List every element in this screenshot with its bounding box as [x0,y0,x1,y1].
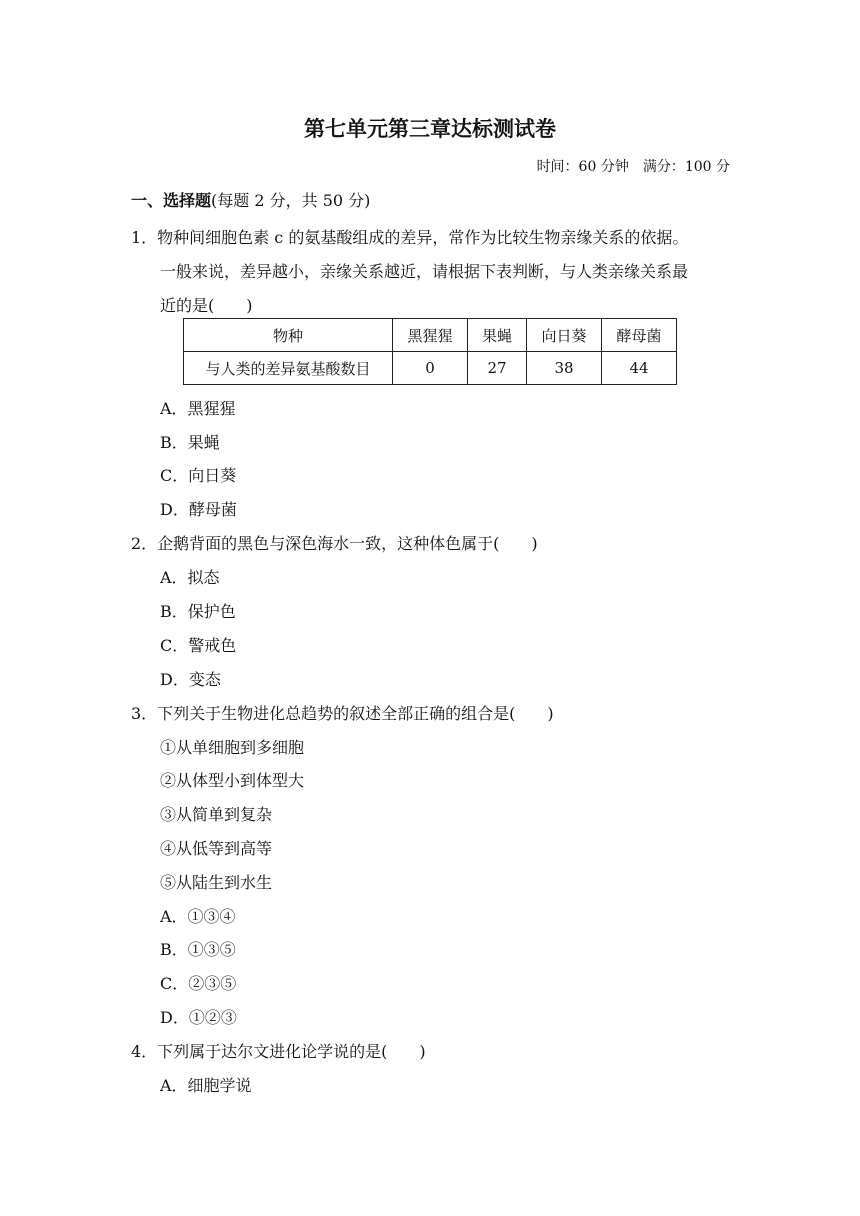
q1-stem-line-2: 一般来说，差异越小，亲缘关系越近，请根据下表判断，与人类亲缘关系最 [160,262,689,281]
section-note: (每题 2 分，共 50 分) [211,191,371,210]
table-cell: 酵母菌 [602,319,677,352]
section-title: 一、选择题 [131,191,212,210]
exam-meta [537,156,730,176]
q2-stem: 2．企鹅背面的黑色与深色海水一致，这种体色属于( ) [131,534,538,553]
q3-item-5: ⑤从陆生到水生 [160,873,273,892]
table-row [184,352,677,385]
table-cell: 与人类的差异氨基酸数目 [184,352,393,385]
table-cell: 0 [393,352,468,385]
q3-item-3: ③从简单到复杂 [160,805,273,824]
q2-option-b: B．保护色 [160,602,236,621]
full-score: 满分：100 分 [642,159,730,175]
q3-option-c: C．②③⑤ [160,974,237,993]
table-cell: 黑猩猩 [393,319,468,352]
q4-stem: 4．下列属于达尔文进化论学说的是( ) [131,1042,426,1061]
q2-option-d: D．变态 [160,670,221,689]
q1-option-d: D．酵母菌 [160,500,237,519]
q3-option-d: D．①②③ [160,1008,237,1027]
q1-option-a: A．黑猩猩 [160,399,236,418]
table-cell: 物种 [184,319,393,352]
q3-stem: 3．下列关于生物进化总趋势的叙述全部正确的组合是( ) [131,704,554,723]
q3-option-b: B．①③⑤ [160,940,236,959]
table-cell: 果蝇 [468,319,527,352]
table-cell: 38 [527,352,602,385]
table-cell: 44 [602,352,677,385]
table-cell: 27 [468,352,527,385]
q1-stem-line-1: 1．物种间细胞色素 c 的氨基酸组成的差异，常作为比较生物亲缘关系的依据。 [131,228,689,247]
q1-option-b: B．果蝇 [160,433,220,452]
page-title: 第七单元第三章达标测试卷 [304,117,556,141]
table-row [184,319,677,352]
q3-option-a: A．①③④ [160,907,236,926]
table-cell: 向日葵 [527,319,602,352]
q1-data-table [183,318,677,385]
q1-option-c: C．向日葵 [160,466,237,485]
q2-option-a: A．拟态 [160,568,220,587]
q1-stem-line-3: 近的是( ) [160,296,253,315]
time-limit: 时间：60 分钟 [536,159,629,175]
q3-item-1: ①从单细胞到多细胞 [160,738,305,757]
q4-option-a: A．细胞学说 [160,1076,252,1095]
q3-item-2: ②从体型小到体型大 [160,771,305,790]
q2-option-c: C．警戒色 [160,636,237,655]
q3-item-4: ④从低等到高等 [160,839,273,858]
section-heading [131,188,370,211]
